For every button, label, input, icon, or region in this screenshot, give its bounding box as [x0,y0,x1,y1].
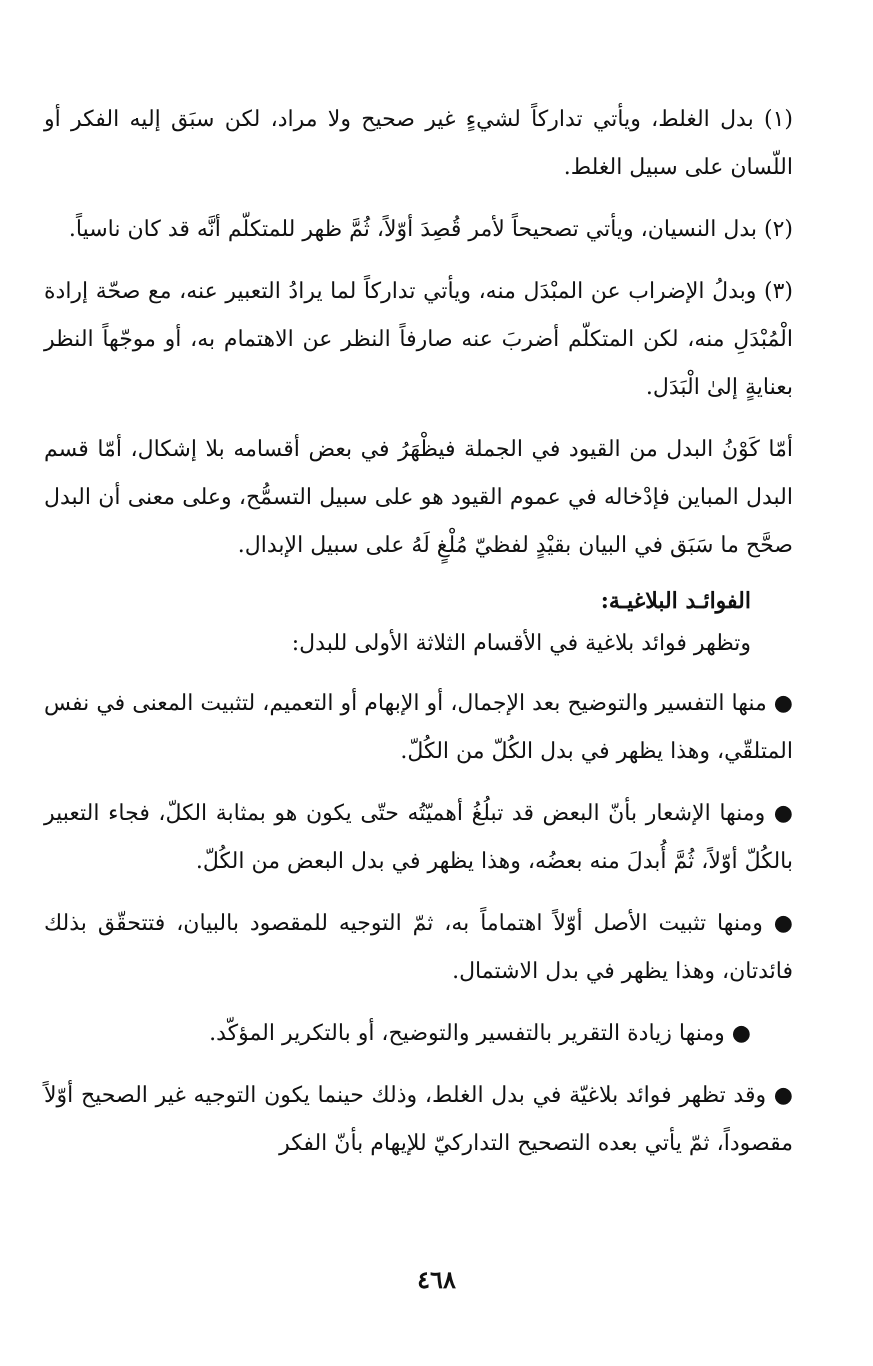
section-heading: الفوائـد البلاغيـة: [600,588,751,614]
bullet-item: ● ومنها الإشعار بأنّ البعض قد تبلُغُ أهميّتُه حتّى يكون هو بمثابة الكلّ، فجاء التعبير بالكُلّ أوّلاً، ثُمَّ أُبدلَ منه بعضُه، وهذا يظهر في بدل البعض من الكُلّ. [44,801,793,874]
paragraph-error-substitution: (١) بدل الغلط، ويأتي تداركاً لشيءٍ غير صحيح ولا مراد، لكن سبَق إليه الفكر أو اللّسان على سبيل الغلط. [44,107,793,180]
page-number: ٤٦٨ [417,1265,456,1294]
bullet-item: ● منها التفسير والتوضيح بعد الإجمال، أو الإبهام أو التعميم، لتثبيت المعنى في نفس المتلقّي، وهذا يظهر في بدل الكُلّ من الكُلّ. [44,691,793,764]
bullet-item: ● وقد تظهر فوائد بلاغيّة في بدل الغلط، وذلك حينما يكون التوجيه غير الصحيح أوّلاً مقصوداً، ثمّ يأتي بعده التصحيح التداركيّ للإيهام بأنّ الفكر [44,1083,793,1156]
paragraph-substitution-as-restriction: أمّا كَوْنُ البدل من القيود في الجملة فيظْهَرُ في بعض أقسامه بلا إشكال، أمّا قسم البدل المباين فإدْخاله في عموم القيود هو على سبيل التسمُّح، وعلى معنى أن البدل صحَّح ما سَبَق في البيان بقيْدٍ لفظيّ مُلْغٍ لَهُ على سبيل الإبدال. [44,437,793,558]
bullet-item: ● ومنها تثبيت الأصل أوّلاً اهتماماً به، ثمّ التوجيه للمقصود بالبيان، فتتحقّق بذلك فائدتان، وهذا يظهر في بدل الاشتمال. [44,911,793,984]
bullet-item: ● ومنها زيادة التقرير بالتفسير والتوضيح، أو بالتكرير المؤكّد. [209,1021,751,1046]
paragraph-forgetting-substitution: (٢) بدل النسيان، ويأتي تصحيحاً لأمر قُصِدَ أوّلاً، ثُمَّ ظهر للمتكلّم أنَّه قد كان ناسياً. [68,217,793,242]
paragraph-digression-substitution: (٣) وبدلُ الإضراب عن المبْدَل منه، ويأتي تداركاً لما يرادُ التعبير عنه، مع صحّة إرادة الْمُبْدَلِ منه، لكن المتكلّم أضربَ عنه صارفاً النظر عن الاهتمام به، أو موجّهاً النظر بعنايةٍ إلىٰ الْبَدَل. [44,279,793,400]
section-lead: وتظهر فوائد بلاغية في الأقسام الثلاثة الأولى للبدل: [291,631,751,656]
